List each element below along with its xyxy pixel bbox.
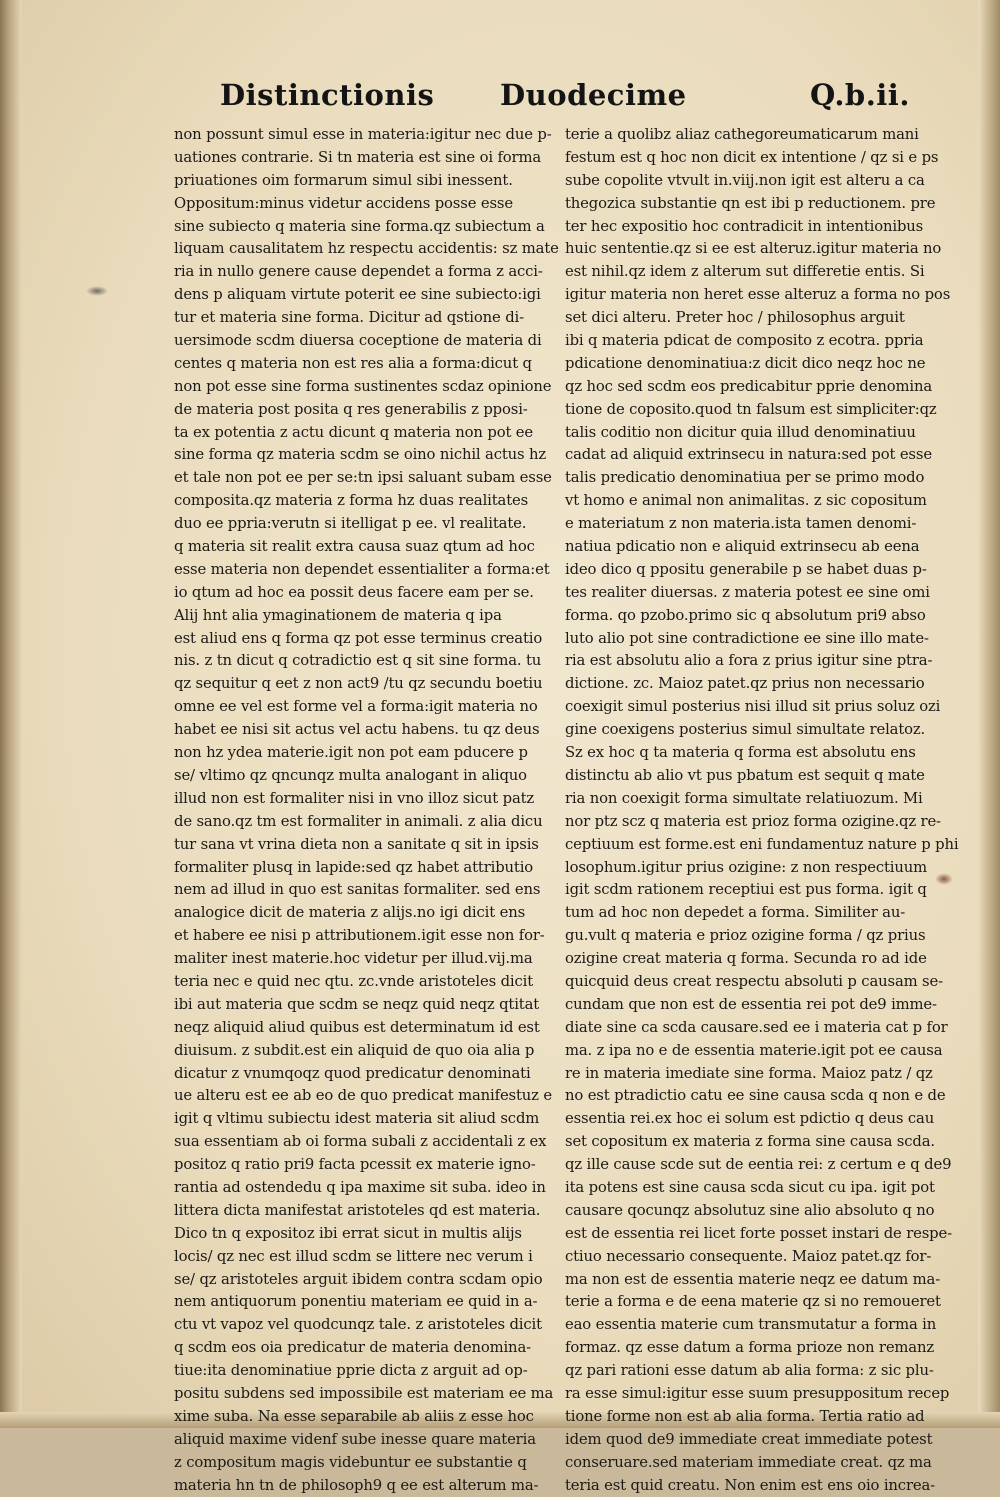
text-line: essentia rei.ex hoc ei solum est pdictio q deus cau bbox=[565, 1110, 935, 1128]
text-line: duo ee ppria:verutn si itelligat p ee. vl realitate. bbox=[174, 515, 527, 533]
text-line: terie a forma e de eena materie qz si no remoueret bbox=[565, 1293, 941, 1311]
text-line: dictione. zc. Maioz patet.qz prius non necessario bbox=[565, 675, 925, 693]
text-line: sine forma qz materia scdm se oino nichil actus hz bbox=[174, 446, 547, 464]
text-line: gine coexigens posterius simul simultate relatoz. bbox=[565, 721, 926, 739]
text-line: io qtum ad hoc ea possit deus facere eam per se. bbox=[174, 583, 534, 601]
text-line: tur et materia sine forma. Dicitur ad qstione di- bbox=[174, 309, 524, 327]
text-line: Alij hnt alia ymaginationem de materia q ipa bbox=[174, 606, 502, 624]
text-line: qz sequitur q eet z non act9 /tu qz secundu boetiu bbox=[174, 675, 543, 693]
text-line: tiue:ita denominatiue pprie dicta z arguit ad op- bbox=[174, 1362, 528, 1380]
text-line: qz ille cause scde sut de eentia rei: z certum e q de9 bbox=[565, 1156, 952, 1174]
text-line: set dici alteru. Preter hoc / philosophus arguit bbox=[565, 309, 905, 327]
text-line: ita potens est sine causa scda sicut cu ipa. igit pot bbox=[565, 1178, 935, 1196]
text-line: cundam que non est de essentia rei pot de9 imme- bbox=[565, 995, 937, 1013]
text-line: gu.vult q materia e prioz ozigine forma / qz prius bbox=[565, 927, 926, 945]
text-line: no est ptradictio catu ee sine causa scda q non e de bbox=[565, 1087, 946, 1105]
text-line: habet ee nisi sit actus vel actu habens. tu qz deus bbox=[174, 721, 540, 739]
text-line: se/ qz aristoteles arguit ibidem contra scdam opio bbox=[174, 1270, 543, 1288]
text-line: quicquid deus creat respectu absoluti p causam se- bbox=[565, 972, 943, 990]
text-line: et habere ee nisi p attributionem.igit esse non for- bbox=[174, 927, 545, 945]
text-line: qz hoc sed scdm eos predicabitur pprie denomina bbox=[565, 377, 932, 395]
text-line: maliter inest materie.hoc videtur per illud.vij.ma bbox=[174, 950, 533, 968]
text-line: formaz. qz esse datum a forma prioze non remanz bbox=[565, 1339, 935, 1357]
page-edge bbox=[978, 0, 1000, 1428]
text-line: non possunt simul esse in materia:igitur nec due p- bbox=[174, 126, 552, 143]
text-line: qz pari rationi esse datum ab alia forma: z sic plu- bbox=[565, 1362, 934, 1380]
text-line: rantia ad ostendedu q ipa maxime sit suba. ideo in bbox=[174, 1178, 546, 1196]
text-line: thegozica substantie qn est ibi p reductionem. pre bbox=[565, 194, 936, 212]
text-line: tes realiter diuersas. z materia potest ee sine omi bbox=[565, 583, 930, 601]
text-line: nor ptz scz q materia est prioz forma ozigine.qz re- bbox=[565, 812, 941, 830]
text-line: nem antiquorum ponentiu materiam ee quid in a- bbox=[174, 1293, 538, 1311]
text-line: centes q materia non est res alia a forma:dicut q bbox=[174, 354, 532, 372]
text-line: ma non est de essentia materie neqz ee datum ma- bbox=[565, 1270, 941, 1288]
text-line: illud non est formaliter nisi in vno illoz sicut patz bbox=[174, 789, 535, 807]
text-line: de sano.qz tm est formaliter in animali. z alia dicu bbox=[174, 812, 543, 830]
text-line: analogice dicit de materia z alijs.no igi dicit ens bbox=[174, 904, 526, 922]
page-gutter bbox=[0, 0, 22, 1428]
text-line: formaliter plusq in lapide:sed qz habet attributio bbox=[174, 858, 534, 876]
text-line: ter hec expositio hoc contradicit in intentionibus bbox=[565, 217, 924, 235]
text-line: ue alteru est ee ab eo de quo predicat manifestuz e bbox=[174, 1087, 552, 1105]
text-line: ceptiuum est forme.est eni fundamentuz nature p phi bbox=[565, 835, 959, 853]
text-line: dens p aliquam virtute poterit ee sine subiecto:igi bbox=[174, 286, 541, 304]
text-line: neqz aliquid aliud quibus est determinatum id est bbox=[174, 1018, 540, 1036]
text-line: est aliud ens q forma qz pot esse terminus creatio bbox=[174, 629, 543, 647]
text-line: coexigit simul posterius nisi illud sit prius soluz ozi bbox=[565, 698, 941, 716]
text-line: liquam causalitatem hz respectu accidentis: sz mate bbox=[174, 240, 559, 258]
text-line: composita.qz materia z forma hz duas realitates bbox=[174, 492, 529, 510]
text-line: Dico tn q expositoz ibi errat sicut in multis alijs bbox=[174, 1224, 522, 1242]
text-line: e materiatum z non materia.ista tamen denomi- bbox=[565, 515, 917, 533]
text-line: sine subiecto q materia sine forma.qz subiectum a bbox=[174, 217, 545, 235]
text-line: igitur materia non heret esse alteruz a forma no pos bbox=[565, 286, 951, 304]
text-line: uersimode scdm diuersa coceptione de materia di bbox=[174, 332, 542, 350]
text-line: festum est q hoc non dicit ex intentione / qz si e ps bbox=[565, 148, 939, 166]
text-line: ra esse simul:igitur esse suum presuppositum recep bbox=[565, 1384, 950, 1402]
text-line: cadat ad aliquid extrinsecu in natura:sed pot esse bbox=[565, 446, 932, 464]
text-line: ria in nullo genere cause dependet a forma z acci- bbox=[174, 263, 543, 281]
text-line: locis/ qz nec est illud scdm se littere nec verum i bbox=[174, 1247, 533, 1265]
text-line: conseruare.sed materiam immediate creat. qz ma bbox=[565, 1453, 932, 1471]
text-line: sube copolite vtvult in.viij.non igit est alteru a ca bbox=[565, 171, 925, 189]
text-line: ria non coexigit forma simultate relatiuozum. Mi bbox=[565, 789, 923, 807]
header-center: Duodecime bbox=[500, 78, 687, 112]
text-line: talis predicatio denominatiua per se primo modo bbox=[565, 469, 925, 487]
text-line: non hz ydea materie.igit non pot eam pducere p bbox=[174, 744, 528, 762]
right-text-column bbox=[565, 124, 959, 1494]
text-line: esse materia non dependet essentialiter a forma:et bbox=[174, 560, 550, 578]
text-line: q scdm eos oia predicatur de materia denomina- bbox=[174, 1339, 531, 1357]
text-line: materia hn tn de philosoph9 q ee est alterum ma- bbox=[174, 1476, 539, 1494]
text-line: sua essentiam ab oi forma subali z accidentali z ex bbox=[174, 1133, 547, 1151]
text-line: distinctu ab alio vt pus pbatum est sequit q mate bbox=[565, 766, 925, 784]
text-line: nem ad illud in quo est sanitas formaliter. sed ens bbox=[174, 881, 541, 899]
text-line: se/ vltimo qz qncunqz multa analogant in aliquo bbox=[174, 766, 527, 784]
text-line: et tale non pot ee per se:tn ipsi saluant subam esse bbox=[174, 469, 552, 487]
text-line: uationes contrarie. Si tn materia est sine oi forma bbox=[174, 148, 542, 166]
text-line: set copositum ex materia z forma sine causa scda. bbox=[565, 1133, 935, 1151]
text-line: de materia post posita q res generabilis z pposi- bbox=[174, 400, 528, 418]
text-line: Oppositum:minus videtur accidens posse esse bbox=[174, 194, 513, 212]
text-line: tur sana vt vrina dieta non a sanitate q sit in ipsis bbox=[174, 835, 539, 853]
folio-number: Q.b.ii. bbox=[810, 78, 910, 112]
text-line: ctu vt vapoz vel quodcunqz tale. z aristoteles dicit bbox=[174, 1316, 542, 1334]
text-line: ta ex potentia z actu dicunt q materia non pot ee bbox=[174, 423, 534, 441]
text-line: ozigine creat materia q forma. Secunda ro ad ide bbox=[565, 950, 927, 968]
text-line: diuisum. z subdit.est ein aliquid de quo oia alia p bbox=[174, 1041, 535, 1059]
text-line: Sz ex hoc q ta materia q forma est absolutu ens bbox=[565, 744, 916, 762]
text-line: dicatur z vnumqoqz quod predicatur denominati bbox=[174, 1064, 531, 1082]
text-line: causare qocunqz absolutuz sine alio absoluto q no bbox=[565, 1201, 935, 1219]
text-line: z compositum magis videbuntur ee substantie q bbox=[174, 1453, 527, 1471]
text-line: pdicatione denominatiua:z dicit dico neqz hoc ne bbox=[565, 354, 926, 372]
text-line: ibi q materia pdicat de composito z ecotra. ppria bbox=[565, 332, 924, 350]
running-header bbox=[170, 78, 910, 118]
text-line: terie a quolibz aliaz cathegoreumaticarum mani bbox=[565, 126, 919, 143]
left-text-column bbox=[174, 124, 559, 1494]
text-line: nis. z tn dicut q cotradictio est q sit sine forma. tu bbox=[174, 652, 542, 670]
text-line: huic sententie.qz si ee est alteruz.igitur materia no bbox=[565, 240, 942, 258]
text-line: igit q vltimu subiectu idest materia sit aliud scdm bbox=[174, 1110, 540, 1128]
text-line: est de essentia rei licet forte posset instari de respe- bbox=[565, 1224, 952, 1242]
text-line: ideo dico q ppositu generabile p se habet duas p- bbox=[565, 560, 927, 578]
text-line: igit scdm rationem receptiui est pus forma. igit q bbox=[565, 881, 927, 899]
text-line: eao essentia materie cum transmutatur a forma in bbox=[565, 1316, 937, 1334]
text-line: vt homo e animal non animalitas. z sic copositum bbox=[565, 492, 927, 510]
text-line: tum ad hoc non depedet a forma. Similiter au- bbox=[565, 904, 906, 922]
text-line: natiua pdicatio non e aliquid extrinsecu ab eena bbox=[565, 538, 920, 556]
text-line: omne ee vel est forme vel a forma:igit materia no bbox=[174, 698, 538, 716]
text-line: xime suba. Na esse separabile ab aliis z esse hoc bbox=[174, 1407, 534, 1425]
header-left: Distinctionis bbox=[220, 78, 435, 112]
text-line: forma. qo pzobo.primo sic q absolutum pri9 abso bbox=[565, 606, 926, 624]
text-line: positoz q ratio pri9 facta pcessit ex materie igno- bbox=[174, 1156, 536, 1174]
text-line: luto alio pot sine contradictione ee sine illo mate- bbox=[565, 629, 929, 647]
text-line: talis coditio non dicitur quia illud denominatiuu bbox=[565, 423, 916, 441]
text-line: tione forme non est ab alia forma. Tertia ratio ad bbox=[565, 1407, 925, 1425]
text-line: est nihil.qz idem z alterum sut differetie entis. Si bbox=[565, 263, 925, 281]
text-line: ctiuo necessario consequente. Maioz patet.qz for- bbox=[565, 1247, 932, 1265]
text-line: losophum.igitur prius ozigine: z non respectiuum bbox=[565, 858, 927, 876]
text-line: q materia sit realit extra causa suaz qtum ad hoc bbox=[174, 538, 535, 556]
text-line: diate sine ca scda causare.sed ee i materia cat p for bbox=[565, 1018, 948, 1036]
text-line: aliquid maxime videnf sube inesse quare materia bbox=[174, 1430, 536, 1448]
text-line: teria nec e quid nec qtu. zc.vnde aristoteles dicit bbox=[174, 972, 534, 990]
text-line: ibi aut materia que scdm se neqz quid neqz qtitat bbox=[174, 995, 540, 1013]
text-line: tione de coposito.quod tn falsum est simpliciter:qz bbox=[565, 400, 937, 418]
ink-stain bbox=[86, 286, 108, 296]
text-line: ria est absolutu alio a fora z prius igitur sine ptra- bbox=[565, 652, 933, 670]
text-line: idem quod de9 immediate creat immediate potest bbox=[565, 1430, 933, 1448]
text-line: non pot esse sine forma sustinentes scdaz opinione bbox=[174, 377, 552, 395]
text-line: teria est quid creatu. Non enim est ens oio increa- bbox=[565, 1476, 935, 1494]
text-line: priuationes oim formarum simul sibi inessent. bbox=[174, 171, 513, 189]
text-line: positu subdens sed impossibile est materiam ee ma bbox=[174, 1384, 554, 1402]
text-line: re in materia imediate sine forma. Maioz patz / qz bbox=[565, 1064, 933, 1082]
text-line: littera dicta manifestat aristoteles qd est materia. bbox=[174, 1201, 541, 1219]
text-line: ma. z ipa no e de essentia materie.igit pot ee causa bbox=[565, 1041, 943, 1059]
